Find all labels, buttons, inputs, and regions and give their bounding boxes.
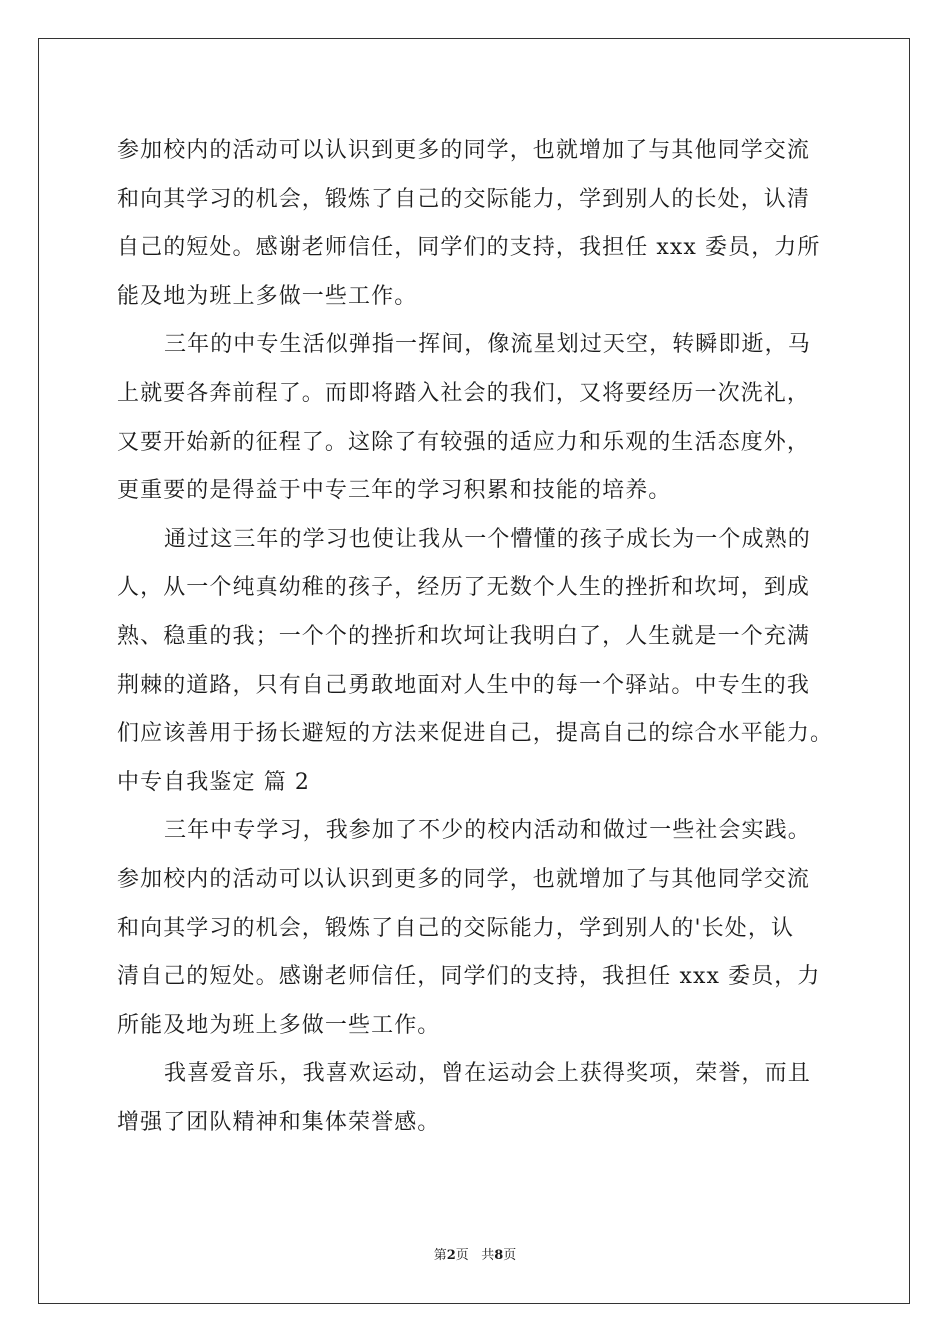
text-line: 们应该善用于扬长避短的方法来促进自己，提高自己的综合水平能力。 <box>117 721 834 747</box>
text-line: 上就要各奔前程了。而即将踏入社会的我们，又将要经历一次洗礼， <box>117 380 811 406</box>
text-line: 参加校内的活动可以认识到更多的同学，也就增加了与其他同学交流 <box>117 138 811 163</box>
text-line: 又要开始新的征程了。这除了有较强的适应力和乐观的生活态度外， <box>117 429 811 455</box>
text-line: 和向其学习的机会，锻炼了自己的交际能力，学到别人的'长处，认 <box>117 915 795 941</box>
footer-total-prefix: 共 <box>481 1248 495 1263</box>
text-line: 荆棘的道路，只有自己勇敢地面对人生中的每一个驿站。中专生的我 <box>117 672 811 698</box>
document-body <box>117 127 835 1147</box>
footer-page-prefix: 第 <box>433 1248 447 1263</box>
text-line: 三年中专学习，我参加了不少的校内活动和做过一些社会实践。 <box>164 818 811 844</box>
footer-page-number: 2 <box>446 1248 456 1263</box>
text-line: 我喜爱音乐，我喜欢运动，曾在运动会上获得奖项，荣誉，而且 <box>164 1061 811 1087</box>
text-line: 更重要的是得益于中专三年的学习积累和技能的培养。 <box>117 478 672 504</box>
text-line: 和向其学习的机会，锻炼了自己的交际能力，学到别人的长处，认清 <box>117 186 811 212</box>
text-line: 增强了团队精神和集体荣誉感。 <box>117 1109 441 1135</box>
text-line: 熟、稳重的我；一个个的挫折和坎坷让我明白了，人生就是一个充满 <box>117 623 811 649</box>
text-line: 能及地为班上多做一些工作。 <box>117 283 418 309</box>
page-footer <box>0 1244 950 1263</box>
text-line: 自己的短处。感谢老师信任，同学们的支持，我担任 xxx 委员，力所 <box>117 235 821 261</box>
text-line: 人，从一个纯真幼稚的孩子，经历了无数个人生的挫折和坎坷，到成 <box>117 575 811 601</box>
footer-total-pages: 8 <box>494 1248 504 1263</box>
text-line: 所能及地为班上多做一些工作。 <box>117 1012 441 1038</box>
text-line: 三年的中专生活似弹指一挥间，像流星划过天空，转瞬即逝，马 <box>164 332 811 358</box>
footer-total-suffix: 页 <box>503 1248 517 1263</box>
footer-page-suffix: 页 <box>455 1248 469 1263</box>
text-line: 清自己的短处。感谢老师信任，同学们的支持，我担任 xxx 委员，力 <box>117 964 821 990</box>
text-line: 中专自我鉴定 篇 2 <box>117 769 310 795</box>
text-line: 通过这三年的学习也使让我从一个懵懂的孩子成长为一个成熟的 <box>164 526 811 552</box>
text-line: 参加校内的活动可以认识到更多的同学，也就增加了与其他同学交流 <box>117 866 811 892</box>
